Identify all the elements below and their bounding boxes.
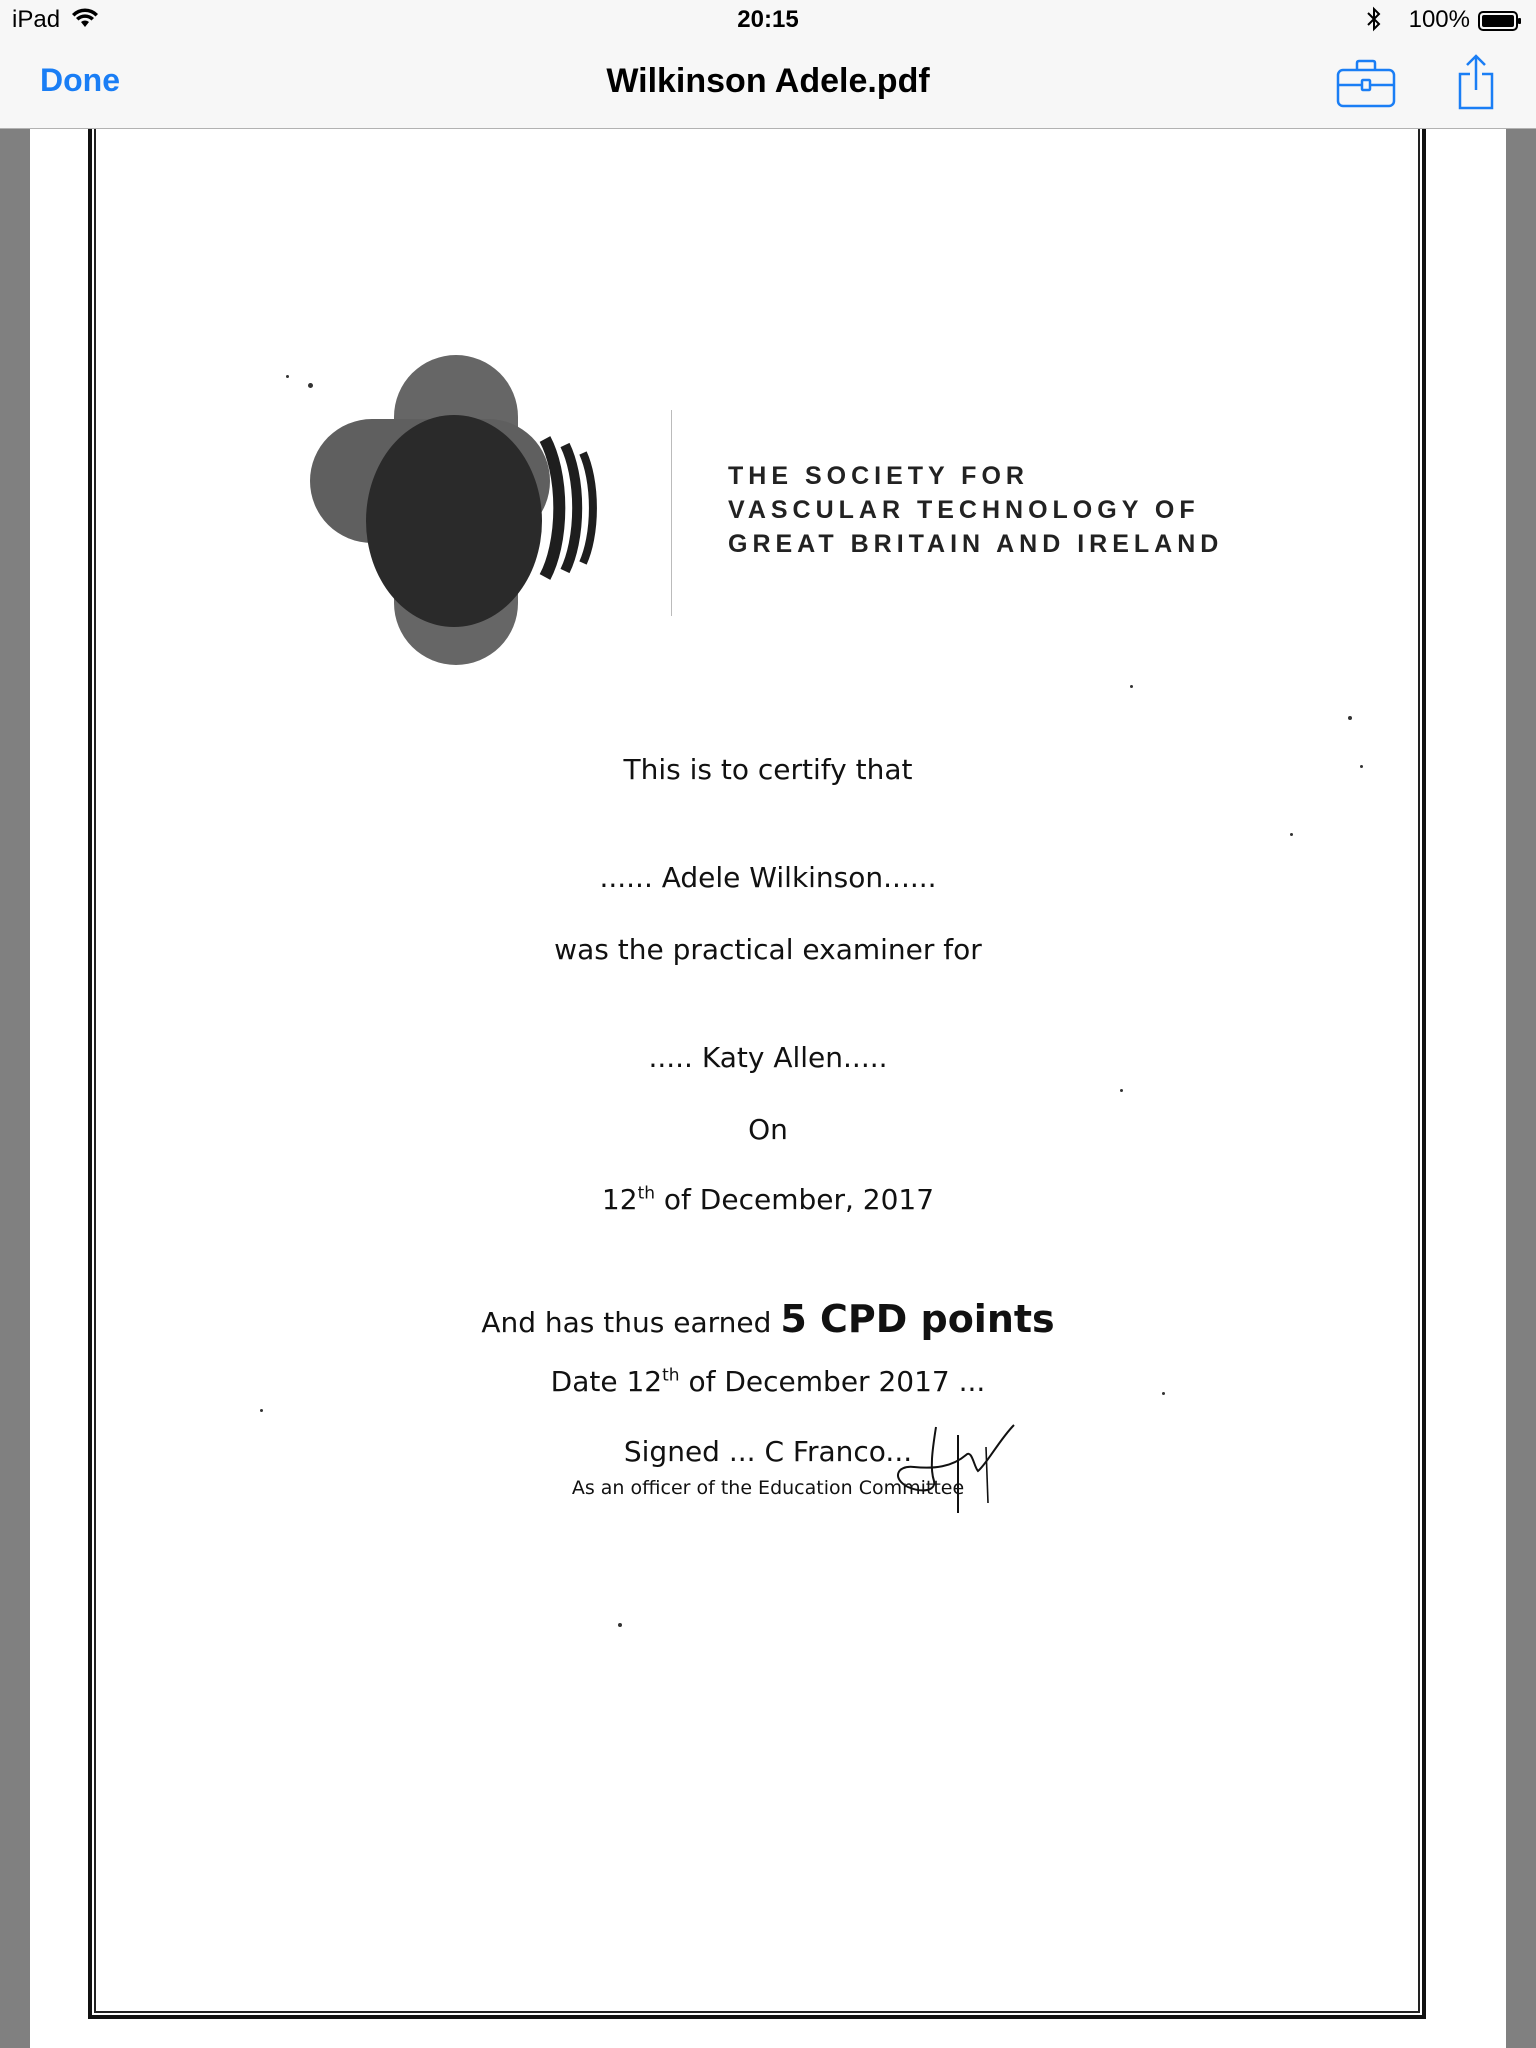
certify-text: This is to certify that [623,753,913,786]
battery-percentage: 100% [1408,6,1470,33]
nav-bar [0,40,1536,129]
scan-speck [618,1623,622,1627]
exam-date-day: 12 [601,1183,638,1216]
society-line-3: GREAT BRITAIN AND IRELAND [728,530,1224,558]
signed-text: Signed ... C Franco... [623,1435,913,1468]
logo-divider [671,410,672,616]
committee-text: As an officer of the Education Committee [571,1477,965,1499]
status-time: 20:15 [737,6,799,33]
status-bar [0,0,1536,40]
share-icon[interactable] [1456,54,1496,110]
scan-speck [1130,685,1133,688]
cpd-earned [30,1297,1506,1341]
earned-prefix: And has thus earned [481,1306,781,1339]
society-name [728,459,1223,561]
society-line-1: THE SOCIETY FOR [728,462,1029,490]
scan-speck [1120,1089,1123,1092]
society-logo [308,355,648,669]
exam-date-suffix: th [637,1183,656,1204]
scan-speck [260,1409,263,1412]
scan-speck [1290,833,1293,836]
scan-speck [1348,716,1352,720]
exam-date-rest: of December, 2017 [655,1183,935,1216]
device-name: iPad [12,6,61,33]
society-line-2: VASCULAR TECHNOLOGY OF [728,496,1200,524]
role-text: was the practical examiner for [554,933,982,966]
on-text: On [748,1113,788,1146]
scan-speck [286,375,289,378]
battery-icon [1478,11,1522,31]
markup-toolbox-icon[interactable] [1336,58,1396,110]
candidate-name: ..... Katy Allen..... [648,1041,888,1074]
signed-date [30,1365,1506,1398]
exam-date [30,1183,1506,1216]
pdf-page[interactable] [30,129,1506,2048]
date-suffix: th [662,1365,680,1386]
date-label: Date 12 [550,1365,663,1398]
date-rest: of December 2017 ... [679,1365,986,1398]
recipient-name: ...... Adele Wilkinson...... [599,861,937,894]
cpd-points: 5 CPD points [780,1297,1055,1341]
document-title: Wilkinson Adele.pdf [606,62,930,100]
bluetooth-icon [1366,6,1382,32]
handwritten-signature [874,1407,1034,1517]
done-button[interactable]: Done [40,62,120,98]
